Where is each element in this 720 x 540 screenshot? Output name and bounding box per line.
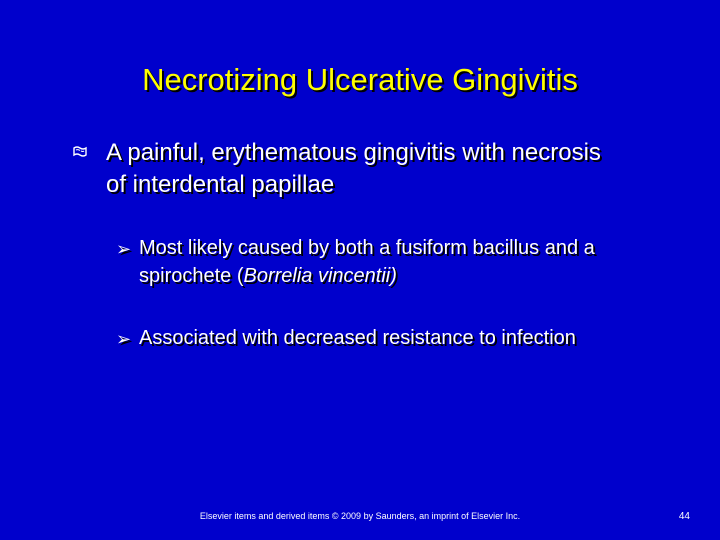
- flag-bullet-icon: [72, 146, 90, 160]
- page-number: 44: [678, 511, 690, 522]
- slide-title: Necrotizing Ulcerative Gingivitis: [142, 62, 578, 97]
- main-bullet-text: A painful, erythematous gingivitis with necrosis of interdental papillae: [106, 139, 601, 198]
- sub-bullet-text: [139, 234, 639, 290]
- sub-bullet-text-italic: Borrelia vincentii): [243, 265, 397, 287]
- sub-bullet-text-plain: Most likely caused by both a fusiform bacillus and a spirochete (: [139, 237, 595, 287]
- copyright-footer: Elsevier items and derived items © 2009 by Saunders, an imprint of Elsevier Inc.: [199, 511, 521, 521]
- sub-bullet-text: Associated with decreased resistance to infection: [139, 327, 576, 349]
- arrow-bullet-icon: ➢: [116, 329, 132, 350]
- arrow-bullet-icon: ➢: [116, 239, 132, 260]
